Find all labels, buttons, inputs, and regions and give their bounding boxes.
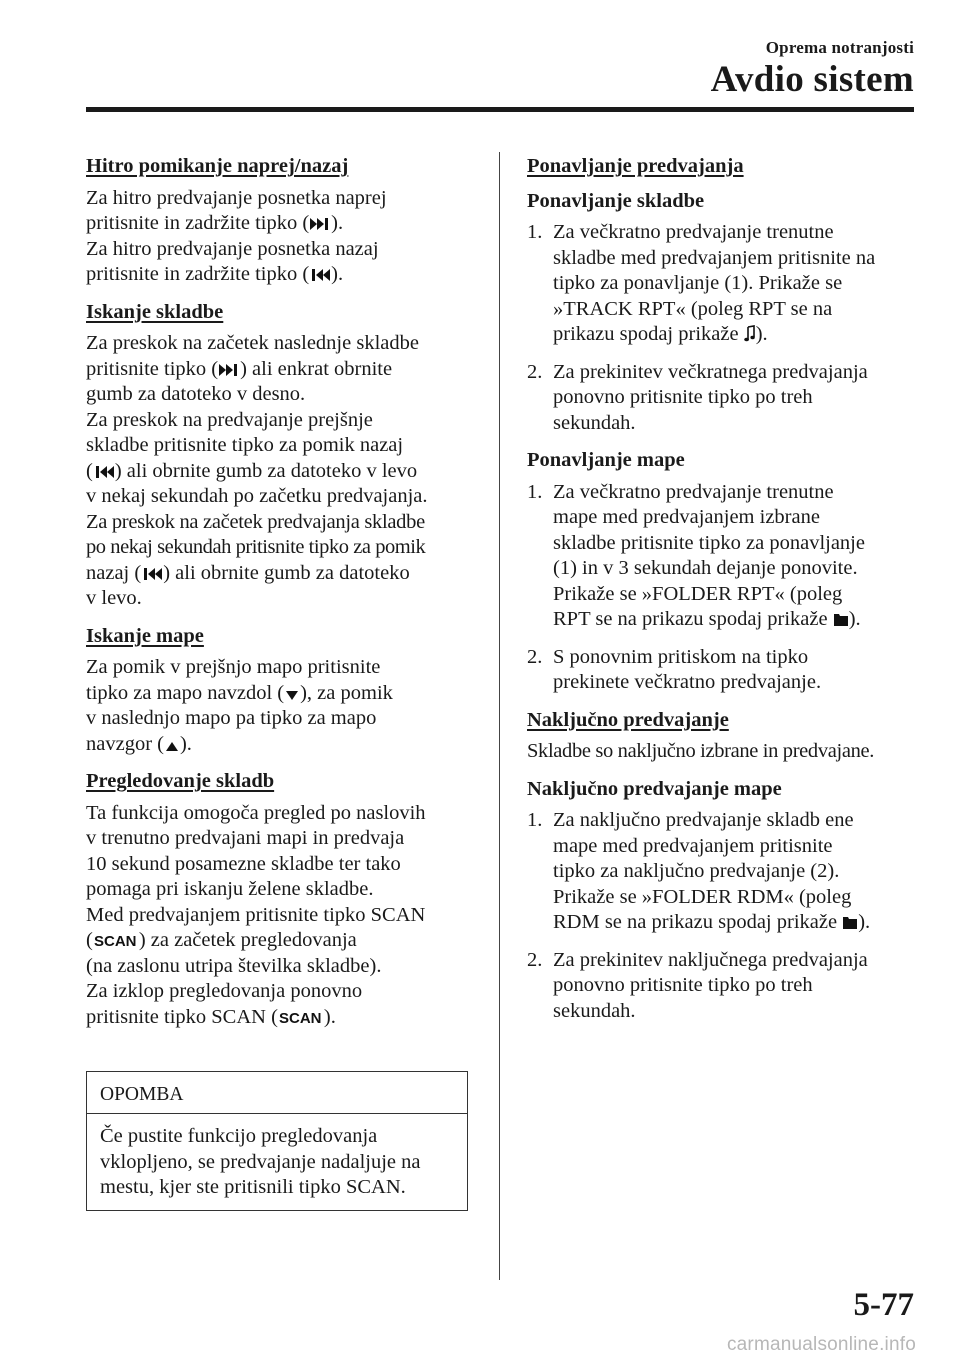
heading-repeat-playback: Ponavljanje predvajanja: [527, 155, 744, 177]
page-title: Avdio sistem: [710, 59, 914, 100]
list-item: 2. S ponovnim pritiskom na tipko prekinete večkratno predvajanje.: [527, 645, 822, 693]
list-folder-random: [527, 808, 922, 1024]
previous-track-icon: [141, 566, 163, 582]
heading-fast-forward-rewind: Hitro pomikanje naprej/nazaj: [86, 155, 349, 177]
left-column: [86, 150, 471, 1042]
svg-text:SCAN: SCAN: [278, 1009, 322, 1026]
next-track-icon: [218, 362, 240, 378]
header-rule: [86, 107, 914, 112]
next-track-icon: [309, 216, 331, 232]
music-note-icon: [744, 325, 756, 343]
heading-track-search: Iskanje skladbe: [86, 300, 224, 323]
paragraph-folder-search: Za pomik v prejšnjo mapo pritisnite tipko za mapo navzdol ( ), za pomik v naslednjo mapo pa tipko za mapo navzgor ( ).: [86, 656, 393, 755]
watermark: carmanualsonline.info: [726, 1334, 916, 1355]
list-item: 1. Za naključno predvajanje skladb ene mape med predvajanjem pritisnite tipko za naključno predvajanje (2). Prikaže se »FOLDER RDM« (poleg RDM se na prikazu spodaj prikaže ).: [527, 809, 871, 933]
svg-text:SCAN: SCAN: [93, 933, 137, 949]
paragraph-random: Skladbe so naključno izbrane in predvajane.: [527, 740, 874, 762]
paragraph-track-scan: Ta funkcija omogoča pregled po naslovih v trenutno predvajani mapi in predvaja 10 sekund posamezne skladbe ter tako pomaga pri iskanju želene skladbe. Med predvajanjem pritisnite tipko SCAN ( SCAN ) za začetek pregledovanja (na zaslonu utripa številka skladbe). Za izklop pregledovanja ponovno pritisnite tipko SCAN ( SCAN ).: [86, 801, 426, 1028]
heading-track-scan: Pregledovanje skladb: [86, 770, 275, 792]
list-track-repeat: [527, 220, 922, 436]
folder-down-icon: [284, 688, 300, 702]
folder-up-icon: [164, 739, 180, 753]
folder-icon: [833, 610, 849, 628]
subheading-folder-repeat: Ponavljanje mape: [527, 449, 685, 471]
list-item: 1. Za večkratno predvajanje trenutne mape med predvajanjem izbrane skladbe pritisnite tipko za ponavljanje (1) in v 3 sekundah dejanje ponovite. Prikaže se »FOLDER RPT« (poleg RPT se na prikazu spodaj prikaže ).: [527, 480, 865, 630]
heading-folder-search: Iskanje mape: [86, 624, 204, 647]
folder-icon: [842, 913, 858, 931]
paragraph-track-search: Za preskok na začetek naslednje skladbe pritisnite tipko ( ) ali enkrat obrnite gumb za datoteko v desno. Za preskok na predvajanje prejšnje skladbe pritisnite tipko za pomik nazaj ( ) ali obrnite gumb za datoteko v levo v nekaj sekundah po začetku predvajanja. Za preskok na začetek predvajanja skladbe po nekaj sekundah pritisnite tipko za pomik nazaj ( ) ali obrnite gumb za datoteko v levo.: [86, 332, 428, 609]
list-item: 1. Za večkratno predvajanje trenutne skladbe med predvajanjem pritisnite na tipko za ponavljanje (1). Prikaže se »TRACK RPT« (poleg RPT se na prikazu spodaj prikaže ).: [527, 221, 876, 345]
note-box: [86, 1071, 468, 1211]
previous-track-icon: [93, 464, 115, 480]
note-heading: OPOMBA: [87, 1072, 467, 1114]
subheading-folder-random: Naključno predvajanje mape: [527, 777, 782, 800]
list-item: 2. Za prekinitev naključnega predvajanja ponovno pritisnite tipko po treh sekundah.: [527, 948, 868, 1022]
scan-button-icon: [278, 1008, 324, 1026]
note-body: Če pustite funkcijo pregledovanja vklopljeno, se predvajanje nadaljuje na mestu, kjer ste pritisnili tipko SCAN.: [100, 1125, 421, 1198]
previous-track-icon: [309, 267, 331, 283]
header-section: Oprema notranjosti: [765, 38, 914, 57]
page-number: 5-77: [853, 1287, 914, 1323]
column-divider: [499, 152, 500, 1280]
scan-button-icon: [93, 931, 139, 949]
right-column: [527, 150, 922, 1036]
subheading-track-repeat: Ponavljanje skladbe: [527, 189, 705, 212]
paragraph-fast-forward: Za hitro predvajanje posnetka naprej pritisnite in zadržite tipko ( ). Za hitro predvajanje posnetka nazaj pritisnite in zadržite tipko ( ).: [86, 186, 387, 285]
list-folder-repeat: [527, 480, 922, 696]
list-item: 2. Za prekinitev večkratnega predvajanja ponovno pritisnite tipko po treh sekundah.: [527, 360, 868, 434]
heading-random-playback: Naključno predvajanje: [527, 708, 729, 731]
